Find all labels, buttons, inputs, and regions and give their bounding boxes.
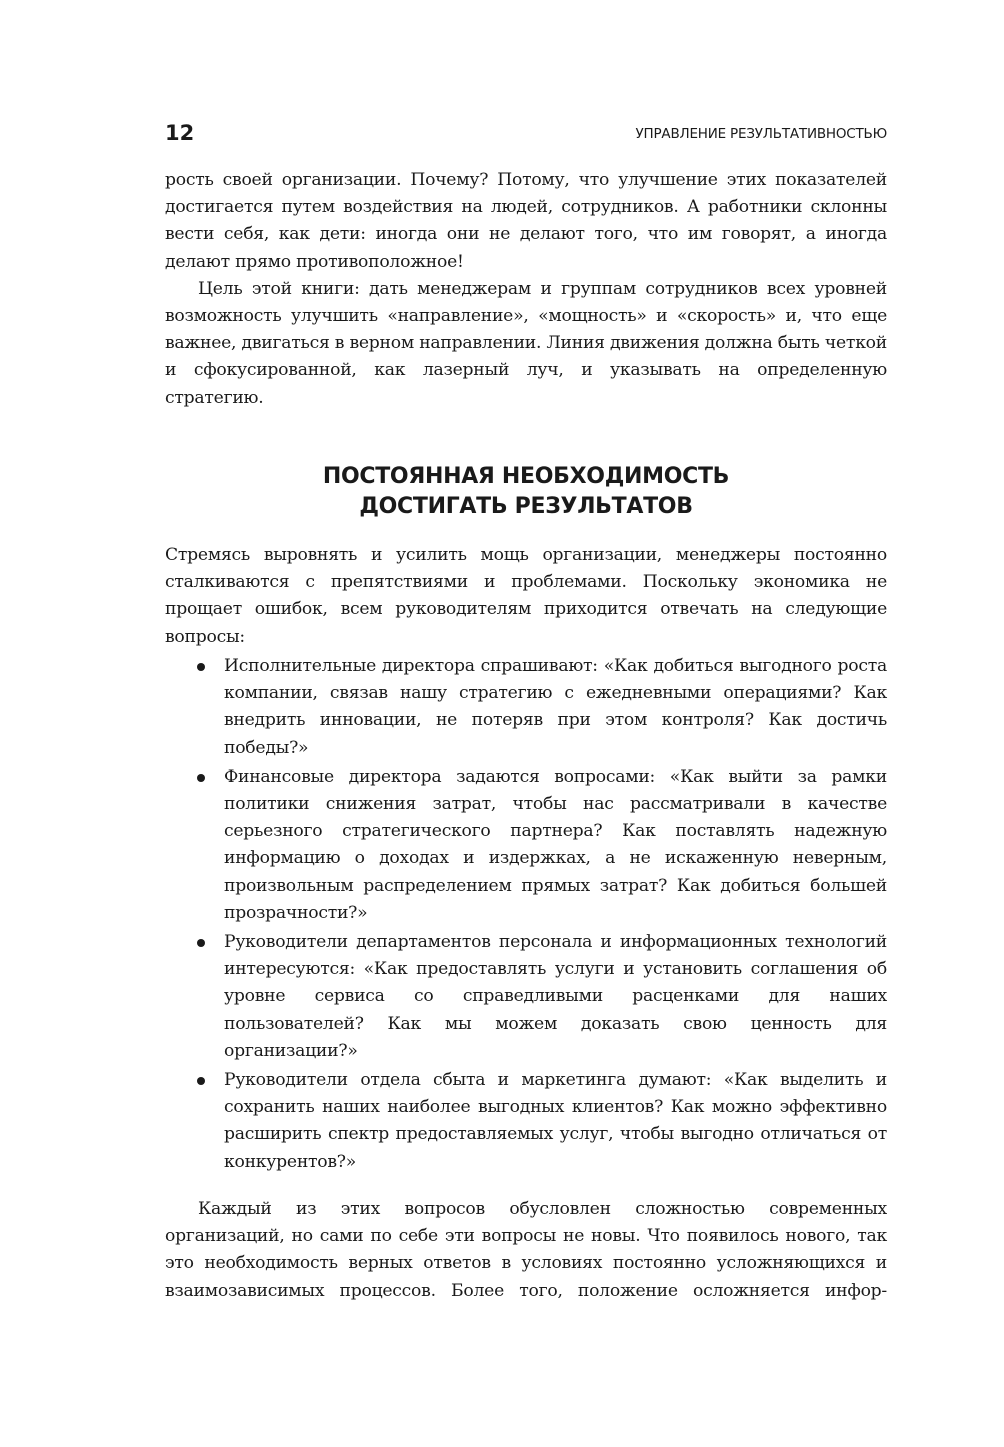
list-item-text: Финансовые директора задаются вопросами: «Как выйти за рамки политики снижения затрат, чтобы нас рассматривали в качестве серьезного стратегического партнера? Как поставлять надежную информацию о доходах и издержках, а не искаженную неверным, произвольным распределением прямых затрат? Как добиться большей прозрачности?» [224, 766, 887, 923]
list-item [165, 764, 887, 927]
lead-text [165, 542, 887, 651]
questions-list [165, 653, 887, 1178]
running-title: УПРАВЛЕНИЕ РЕЗУЛЬТАТИВНОСТЬЮ [635, 126, 887, 142]
page-header [165, 118, 887, 148]
section-heading-line-1: ПОСТОЯННАЯ НЕОБХОДИМОСТЬ [322, 464, 730, 489]
list-item [165, 929, 887, 1065]
page-number: 12 [165, 121, 195, 145]
section-heading-line-2: ДОСТИГАТЬ РЕЗУЛЬТАТОВ [359, 494, 693, 519]
list-item [165, 653, 887, 762]
closing-paragraph: Каждый из этих вопросов обусловлен сложностью современных организаций, но сами по себе эти вопросы не новы. Что появилось нового, так это необходимость верных ответов в условиях постоянно усложняющихся и взаимозависимых процессов. Более того, положение осложняется инфор- [165, 1199, 887, 1301]
section-heading [165, 462, 887, 522]
bullet-icon [197, 663, 205, 671]
list-item-text: Руководители департаментов персонала и информационных технологий интересуются: «Как предоставлять услуги и установить соглашения об уровне сервиса со справедливыми расценками для наших пользователей? Как мы можем доказать свою ценность для организации?» [224, 932, 887, 1061]
list-item [165, 1067, 887, 1176]
bullet-icon [197, 774, 205, 782]
intro-paragraph-1: рость своей организации. Почему? Потому, что улучшение этих показателей достигается путем воздействия на людей, сотрудников. А работники склонны вести себя, как дети: иногда они не делают того, что им говорят, а иногда делают прямо противоположное! [165, 170, 887, 272]
bullet-icon [197, 939, 205, 947]
bullet-icon [197, 1077, 205, 1085]
intro-text [165, 167, 887, 412]
lead-paragraph: Стремясь выровнять и усилить мощь организации, менеджеры постоянно сталкиваются с препятствиями и проблемами. Поскольку экономика не прощает ошибок, всем руководителям приходится отвечать на следующие вопросы: [165, 545, 887, 647]
list-item-text: Исполнительные директора спрашивают: «Как добиться выгодного роста компании, связав нашу стратегию с ежедневными операциями? Как внедрить инновации, не потеряв при этом контроля? Как достичь победы?» [224, 656, 887, 758]
intro-paragraph-2: Цель этой книги: дать менеджерам и группам сотрудников всех уровней возможность улучшить «направление», «мощность» и «скорость» и, что еще важнее, двигаться в верном направлении. Линия движения должна быть четкой и сфокусированной, как лазерный луч, и указывать на определенную стратегию. [165, 278, 887, 408]
closing-text [165, 1196, 887, 1305]
list-item-text: Руководители отдела сбыта и маркетинга думают: «Как выделить и сохранить наших наиболее выгодных клиентов? Как можно эффективно расширить спектр предоставляемых услуг, чтобы выгодно отличаться от конкурентов?» [224, 1070, 887, 1172]
